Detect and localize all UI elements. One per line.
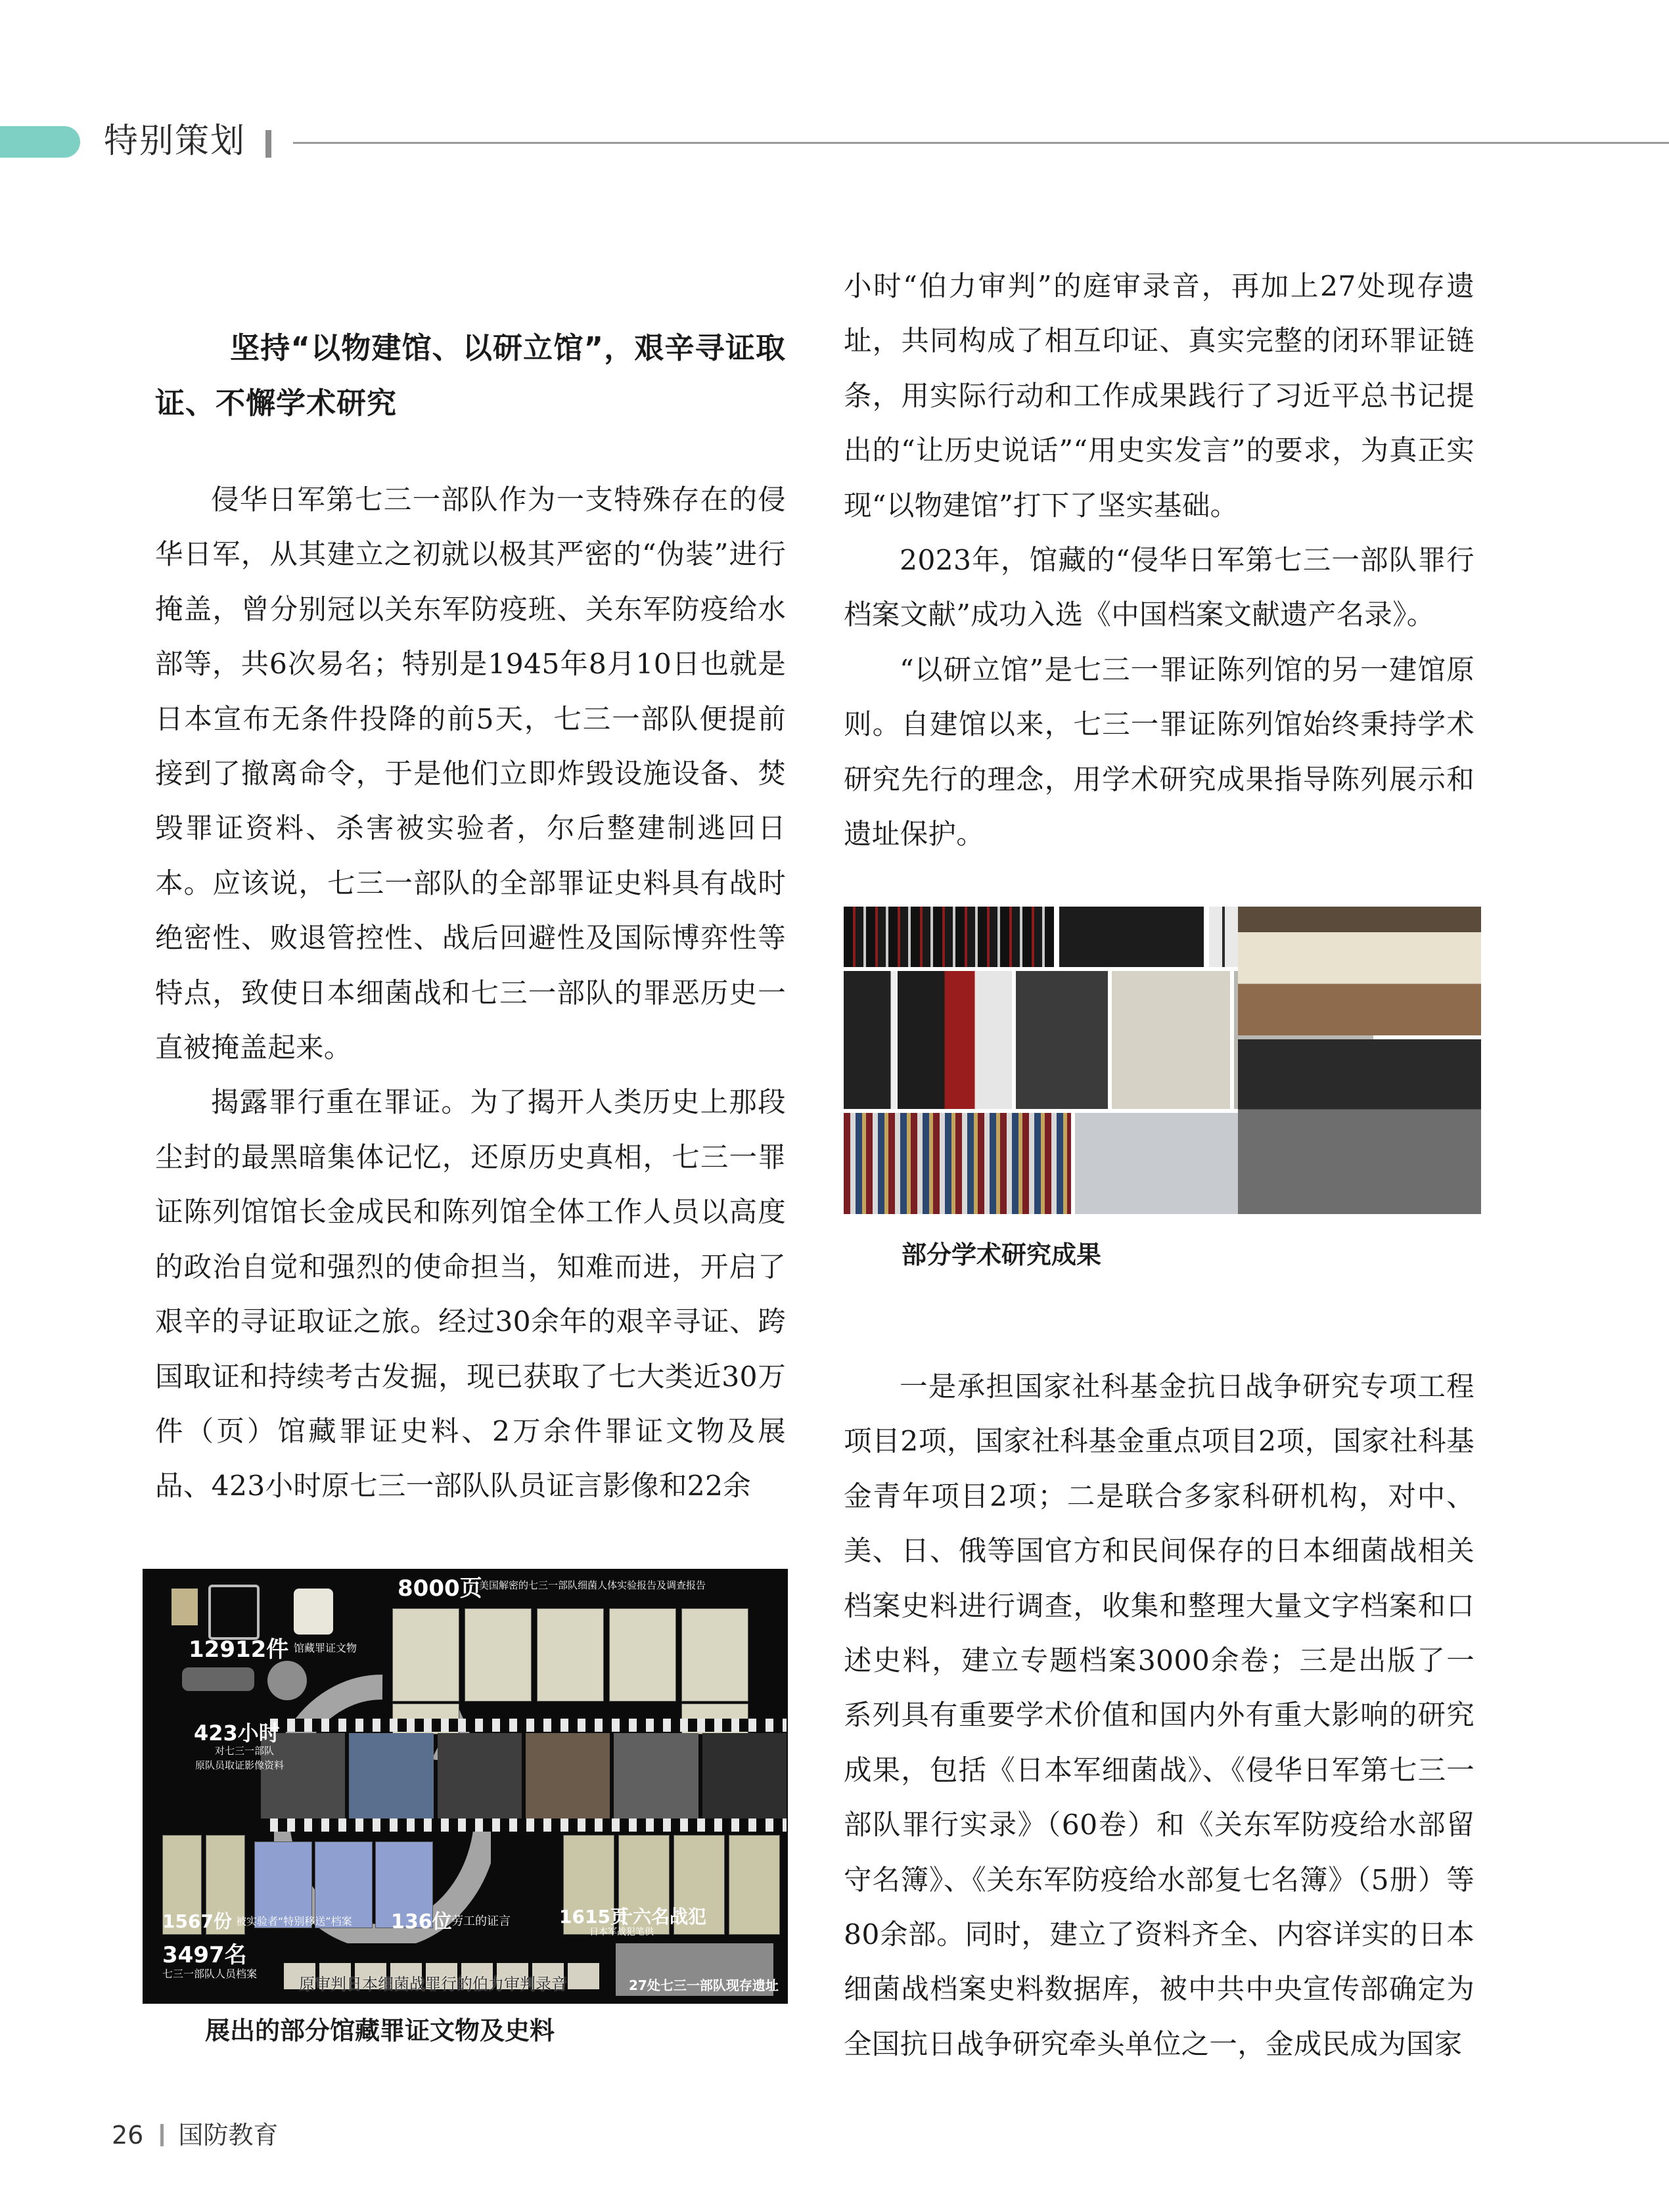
- label-22-desc: 原审判日本细菌战罪行的伯力审判录音: [299, 1975, 567, 1993]
- label-3497-desc: 七三一部队人员档案: [162, 1968, 258, 1980]
- label-1615: 1615页: [559, 1906, 629, 1928]
- exhibit-montage-image: [143, 1569, 788, 2004]
- footer-divider: [160, 2124, 164, 2146]
- right-column: [844, 260, 1475, 862]
- label-136: 136位: [391, 1910, 452, 1933]
- photo-archive-wall: [1238, 907, 1481, 1035]
- paragraph: 揭露罪行重在罪证。为了揭开人类历史上那段尘封的最黑暗集体记忆，还原历史真相，七三一罪证陈列馆馆长金成民和陈列馆全体工作人员以高度的政治自觉和强烈的使命担当，知难而进，开启了艰辛的寻证取证之旅。经过30余年的艰辛寻证、跨国取证和持续考古发掘，现已获取了七大类近30万件（页）馆藏罪证史料、2万余件罪证文物及展品、423小时原七三一部队队员证言影像和22余: [155, 1087, 786, 1503]
- photo-bookshelf: [844, 1113, 1071, 1214]
- artifact-icon: [267, 1661, 307, 1700]
- label-12912-desc: 馆藏罪证文物: [294, 1642, 357, 1654]
- label-12912: 12912件: [189, 1636, 289, 1663]
- header-rule: [293, 142, 1669, 144]
- title-divider: [265, 130, 271, 158]
- photo-display-case: [1112, 971, 1230, 1109]
- label-423: 423小时: [194, 1721, 280, 1746]
- document-thumbnail: [729, 1835, 780, 1935]
- label-3497: 3497名: [162, 1942, 247, 1968]
- document-thumbnail: [392, 1608, 459, 1702]
- artifact-icon: [171, 1589, 198, 1625]
- paragraph: 侵华日军第七三一部队作为一支特殊存在的侵华日军，从其建立之初就以极其严密的“伪装”进行掩盖，曾分别冠以关东军防疫班、关东军防疫给水部等，共6次易名；特别是1945年8月10日也就是日本宣布无条件投降的前5天，七三一部队便提前接到了撤离命令，于是他们立即炸毁设施设备、焚毁罪证资料、杀害被实验者，尔后整建制逃回日本。应该说，七三一部队的全部罪证史料具有战时绝密性、败退管控性、战后回避性及国际博弈性等特点，致使日本细菌战和七三一部队的罪恶历史一直被掩盖起来。: [155, 484, 786, 1065]
- paragraph: “以研立馆”是七三一罪证陈列馆的另一建馆原则。自建馆以来，七三一罪证陈列馆始终秉持学术研究先行的理念，用学术研究成果指导陈列展示和遗址保护。: [844, 654, 1475, 851]
- label-1567: 1567份: [162, 1910, 232, 1932]
- label-136-desc: 劳工的证言: [451, 1914, 511, 1928]
- magazine-name: 国防教育: [178, 2121, 279, 2150]
- photo-exhibition-hall: [1238, 1039, 1481, 1214]
- research-collage: [844, 907, 1481, 1214]
- photo-bound-volumes: [844, 971, 1012, 1109]
- right-column-lower: [844, 1360, 1475, 2072]
- film-strip-top: [261, 1719, 787, 1732]
- label-423-desc1: 对七三一部队: [215, 1745, 275, 1757]
- artifact-icon: [294, 1589, 333, 1635]
- article-heading: 坚持“以物建馆、以研立馆”，艰辛寻证取证、不懈学术研究: [155, 330, 786, 420]
- section-tab-accent: [0, 126, 80, 158]
- artifact-icon: [182, 1667, 254, 1691]
- figure-caption: 展出的部分馆藏罪证文物及史料: [205, 2016, 555, 2045]
- photo-book-spines: [844, 907, 1054, 967]
- photo-book-covers: [1016, 971, 1108, 1109]
- paragraph: 小时“伯力审判”的庭审录音，再加上27处现存遗址，共同构成了相互印证、真实完整的闭环罪证链条，用实际行动和工作成果践行了习近平总书记提出的“让历史说话”“用史实发言”的要求，为真正实现“以物建馆”打下了坚实基础。: [844, 271, 1475, 522]
- label-1615-sub: 日本军战犯笔供: [589, 1927, 654, 1937]
- label-8000-desc: 美国解密的七三一部队细菌人体实验报告及调查报告: [479, 1579, 706, 1591]
- label-423-desc2: 原队员取证影像资料: [195, 1759, 285, 1771]
- label-1567-desc: 被实验者“特别移送”档案: [236, 1915, 352, 1928]
- figure-caption: 部分学术研究成果: [902, 1240, 1102, 1269]
- photo-books-dark: [1059, 907, 1204, 967]
- document-thumbnail: [537, 1608, 604, 1702]
- document-thumbnail: [609, 1608, 676, 1702]
- label-8000: 8000页: [398, 1575, 482, 1602]
- label-27-desc: 27处七三一部队现存遗址: [629, 1977, 779, 1993]
- document-thumbnail: [465, 1608, 532, 1702]
- paragraph: 一是承担国家社科基金抗日战争研究专项工程项目2项，国家社科基金重点项目2项，国家社科基金青年项目2项；二是联合多家科研机构，对中、美、日、俄等国官方和民间保存的日本细菌战相关档案史料进行调查，收集和整理大量文字档案和口述史料，建立专题档案3000余卷；三是出版了一系列具有重要学术价值和国内外有重大影响的研究成果，包括《日本军细菌战》、《侵华日军第七三一部队罪行实录》（60卷）和《关东军防疫给水部留守名簿》、《关东军防疫给水部复七名簿》（5册）等80余部。同时，建立了资料齐全、内容详实的日本细菌战档案史料数据库，被中共中央宣传部确定为全国抗日战争研究牵头单位之一，金成民成为国家: [844, 1371, 1475, 2061]
- film-frames: [261, 1733, 787, 1818]
- paragraph: 2023年，馆藏的“侵华日军第七三一部队罪行档案文献”成功入选《中国档案文献遗产名录》。: [844, 545, 1475, 632]
- left-column: [155, 321, 786, 1514]
- film-strip-bottom: [261, 1818, 787, 1832]
- label-1615-desc: 十六名战犯: [614, 1906, 707, 1928]
- section-title: 特别策划: [104, 122, 246, 161]
- document-thumbnail: [681, 1608, 748, 1702]
- page-number: 26: [112, 2121, 144, 2150]
- page-footer: [112, 2117, 278, 2154]
